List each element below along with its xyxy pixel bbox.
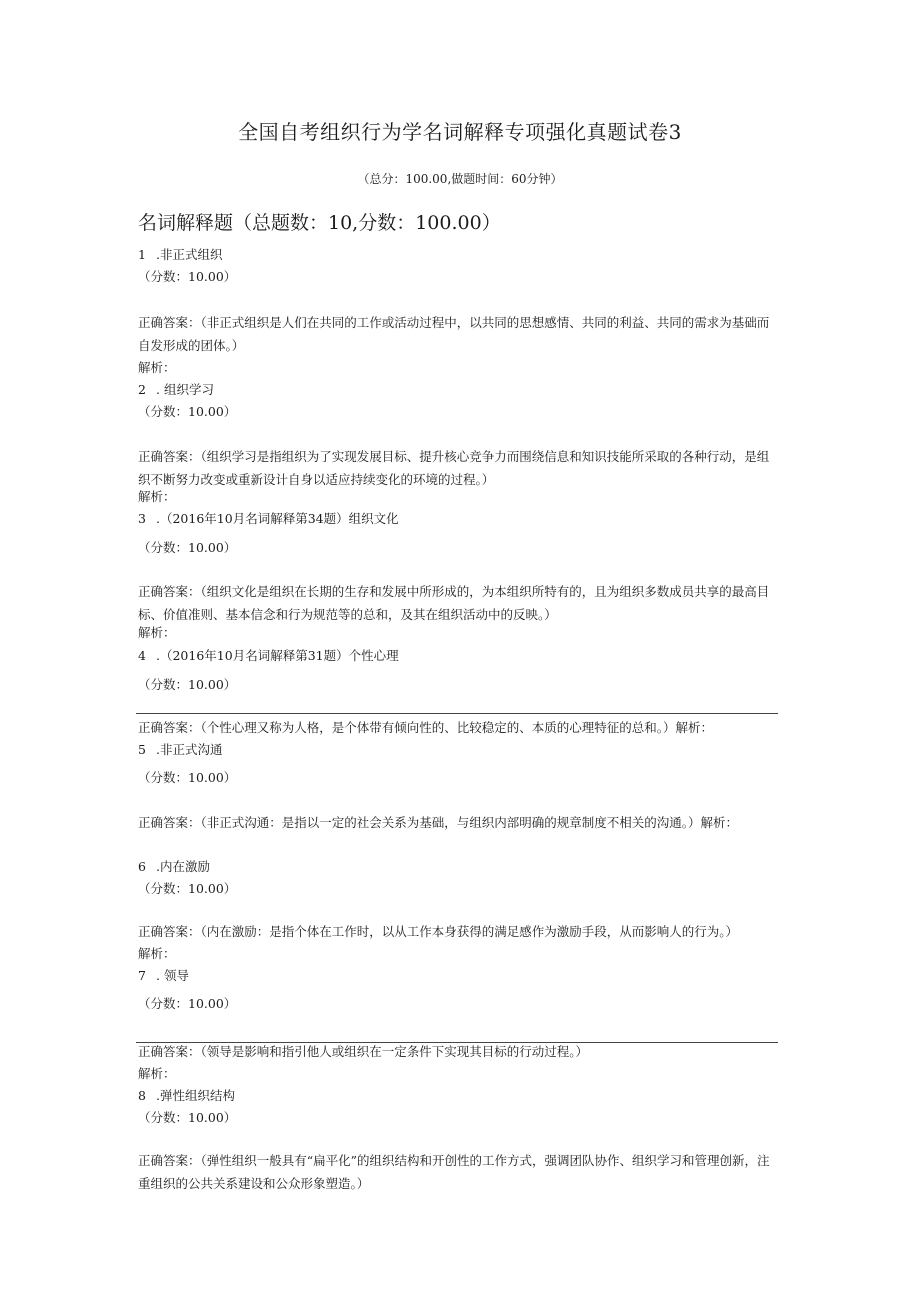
question-number: 4 xyxy=(138,648,146,663)
answer-text: 正确答案：（组织文化是组织在长期的生存和发展中所形成的，为本组织所特有的，且为组织多数成员共享的最高目标、价值准则、基本信念和行为规范等的总和，及其在组织活动中的反映。） xyxy=(138,584,770,622)
question-number: 5 xyxy=(138,742,146,757)
question-prompt: .弹性组织结构 xyxy=(156,1088,235,1103)
question-number: 8 xyxy=(138,1088,146,1103)
question-prompt: .（2016年10月名词解释第31题）个性心理 xyxy=(156,648,399,663)
analysis-label: 解析： xyxy=(138,946,176,961)
answer-text: 正确答案：（领导是影响和指引他人或组织在一定条件下实现其目标的行动过程。） xyxy=(138,1044,589,1059)
analysis-label: 解析： xyxy=(138,360,176,375)
question-number: 2 xyxy=(138,382,146,397)
divider-line xyxy=(136,713,778,714)
question-number: 7 xyxy=(138,968,146,983)
answer-text: 正确答案：（非正式组织是人们在共同的工作或活动过程中，以共同的思想感情、共同的利益、共同的需求为基础而自发形成的团体。） xyxy=(138,315,770,353)
question-number: 1 xyxy=(138,247,146,262)
analysis-label: 解析： xyxy=(138,625,176,640)
analysis-label: 解析： xyxy=(138,489,176,504)
question-number: 3 xyxy=(138,511,146,526)
answer-text: 正确答案：（非正式沟通：是指以一定的社会关系为基础，与组织内部明确的规章制度不相关的沟通。）解析： xyxy=(138,815,739,830)
question-prompt: . 领导 xyxy=(156,968,189,983)
question-score: （分数：10.00） xyxy=(138,404,237,419)
question-score: （分数：10.00） xyxy=(138,540,237,555)
question-prompt: .非正式沟通 xyxy=(156,742,223,757)
section-heading: 名词解释题（总题数：10,分数：100.00） xyxy=(138,212,501,234)
question-number: 6 xyxy=(138,859,146,874)
answer-text: 正确答案：（弹性组织一般具有“扁平化”的组织结构和开创性的工作方式，强调团队协作、组织学习和管理创新，注重组织的公共关系建设和公众形象塑造。） xyxy=(138,1153,770,1191)
question-score: （分数：10.00） xyxy=(138,881,237,896)
question-score: （分数：10.00） xyxy=(138,996,237,1011)
analysis-label: 解析： xyxy=(138,1066,176,1081)
page-title: 全国自考组织行为学名词解释专项强化真题试卷3 xyxy=(238,120,682,144)
question-prompt: .（2016年10月名词解释第34题）组织文化 xyxy=(156,511,399,526)
question-score: （分数：10.00） xyxy=(138,1110,237,1125)
exam-summary: （总分：100.00,做题时间：60分钟） xyxy=(357,172,563,186)
answer-text: 正确答案：（个性心理又称为人格，是个体带有倾向性的、比较稳定的、本质的心理特征的总和。）解析： xyxy=(138,720,714,735)
question-prompt: .非正式组织 xyxy=(156,247,223,262)
question-score: （分数：10.00） xyxy=(138,770,237,785)
question-score: （分数：10.00） xyxy=(138,269,237,284)
answer-text: 正确答案：（内在激励：是指个体在工作时，以从工作本身获得的满足感作为激励手段，从而影响人的行为。） xyxy=(138,924,739,939)
question-score: （分数：10.00） xyxy=(138,677,237,692)
question-prompt: .内在激励 xyxy=(156,859,210,874)
divider-line xyxy=(136,1042,778,1043)
question-prompt: . 组织学习 xyxy=(156,382,214,397)
answer-text: 正确答案：（组织学习是指组织为了实现发展目标、提升核心竞争力而围绕信息和知识技能所采取的各种行动，是组织不断努力改变或重新设计自身以适应持续变化的环境的过程。） xyxy=(138,449,770,487)
